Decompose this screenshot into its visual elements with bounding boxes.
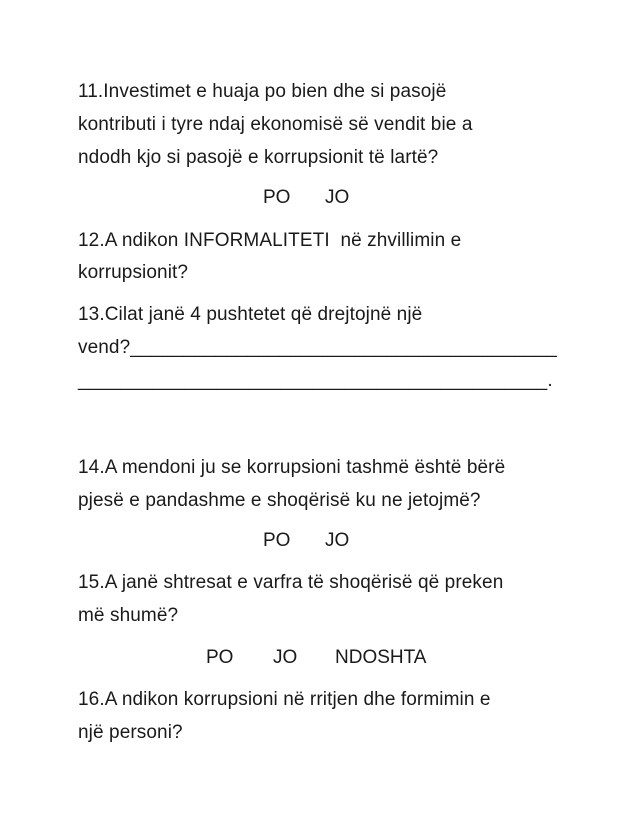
q12-line-2: korrupsionit? [78,262,189,283]
q15-option-ndoshta: NDOSHTA [335,647,427,668]
q11-option-jo: JO [325,187,350,208]
q11-line-2: kontributi i tyre ndaj ekonomisë së vendit bie a [78,114,473,135]
q14-option-jo: JO [325,530,350,551]
q14-option-po: PO [263,530,291,551]
q15-option-jo: JO [273,647,298,668]
q13-line-3: ____________________________________________. [78,370,553,391]
q13-line-1: 13.Cilat janë 4 pushtetet që drejtojnë një [78,304,423,325]
q14-line-1: 14.A mendoni ju se korrupsioni tashmë është bërë [78,457,506,478]
q16-line-2: një personi? [78,722,183,743]
q16-line-1: 16.A ndikon korrupsioni në rritjen dhe formimin e [78,689,491,710]
q14-line-2: pjesë e pandashme e shoqërisë ku ne jetojmë? [78,490,481,511]
q15-option-po: PO [206,647,234,668]
q15-line-2: më shumë? [78,605,179,626]
q15-line-1: 15.A janë shtresat e varfra të shoqërisë që preken [78,572,504,593]
q11-option-po: PO [263,187,291,208]
q12-line-1: 12.A ndikon INFORMALITETI në zhvillimin e [78,230,462,251]
q11-line-3: ndodh kjo si pasojë e korrupsionit të lartë? [78,147,439,168]
q11-line-1: 11.Investimet e huaja po bien dhe si pasojë [78,81,447,102]
q13-line-2: vend?________________________________________ [78,337,557,358]
